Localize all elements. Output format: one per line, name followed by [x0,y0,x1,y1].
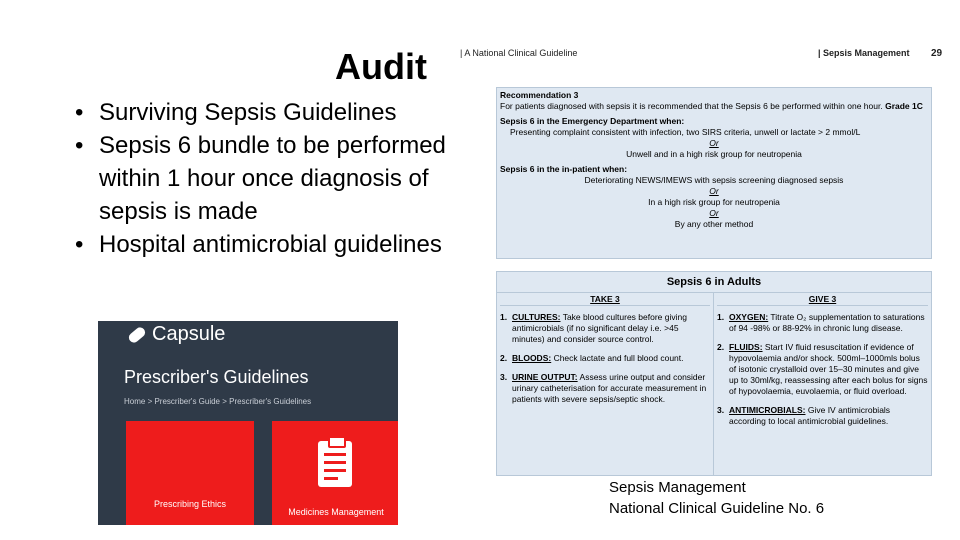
breadcrumb: Home > Prescriber's Guide > Prescriber's Guidelines [124,397,312,406]
list-item: 2. FLUIDS: Start IV fluid resuscitation if evidence of hypovolaemia and/or shock. 500ml–1000mls bolus of isotonic crystalloid over 15–30 minutes and give up to 30ml/kg, reassessing after each bolus for signs of hypovolaemia, euvolaemia, or fluid overload. [717,342,928,396]
ed-line1: Presenting complaint consistent with infection, two SIRS criteria, unwell or lactate > 2 mmol/L [510,127,861,137]
slide-title: Audit [335,46,427,87]
recommendation-box [496,87,932,259]
bullet-item: • Sepsis 6 bundle to be performed within 1 hour once diagnosis of sepsis is made [75,129,455,228]
caption-line1: Sepsis Management [609,479,746,496]
tile-medicines-management [272,421,398,525]
caption-line2: National Clinical Guideline No. 6 [609,500,825,517]
ip-title: Sepsis 6 in the in-patient when: [500,164,628,174]
give3-column [714,293,931,475]
capsule-logo-text: Capsule [152,323,226,345]
list-item: 3. URINE OUTPUT: Assess urine output and consider urinary catheterisation for accurate measurement in patients with severe sepsis/septic shock. [500,372,707,404]
ed-line2: Unwell and in a high risk group for neutropenia [626,149,802,159]
guideline-header-right: | Sepsis Management [818,48,910,58]
give3-heading: GIVE 3 [717,293,928,306]
bullet-list [75,96,455,261]
bullet-item: • Surviving Sepsis Guidelines [75,96,455,129]
bullet-item: • Hospital antimicrobial guidelines [75,228,455,261]
clipboard-icon [318,441,352,487]
ip-line2: In a high risk group for neutropenia [648,197,780,207]
ip-line3: By any other method [674,219,754,229]
ed-title: Sepsis 6 in the Emergency Department when: [500,116,685,126]
ip-line1: Deteriorating NEWS/IMEWS with sepsis screening diagnosed sepsis [584,175,844,185]
list-item: 1. CULTURES: Take blood cultures before giving antimicrobials (if no significant delay i.e. >45 minutes) and consider source control. [500,312,687,344]
guideline-page-number: 29 [931,48,943,59]
sepsis6-box [496,271,932,476]
or-text: Or [709,138,719,148]
guideline-header-left: | A National Clinical Guideline [460,48,578,58]
sepsis6-title: Sepsis 6 in Adults [497,272,931,293]
tile-prescribing-ethics [126,421,254,525]
pill-icon [127,325,147,344]
capsule-screenshot [98,321,398,525]
rec-text: For patients diagnosed with sepsis it is recommended that the Sepsis 6 be performed within one hour. [500,101,883,111]
tile-label: Prescribing Ethics [153,499,227,509]
list-item: 1. OXYGEN: Titrate O₂ supplementation to saturations of 94 -98% or 88-92% in chronic lung disease. [717,312,925,333]
rec-grade: Grade 1C [885,101,923,111]
or-text: Or [709,186,719,196]
or-text: Or [709,208,719,218]
take3-column [497,293,714,475]
capsule-heading: Prescriber's Guidelines [124,367,309,387]
rec-title: Recommendation 3 [500,90,579,100]
take3-heading: TAKE 3 [500,293,710,306]
source-caption [609,477,824,519]
list-item: 2. BLOODS: Check lactate and full blood count. [500,353,684,363]
capsule-logo [128,323,225,346]
tile-label: Medicines Management [288,507,384,517]
list-item: 3. ANTIMICROBIALS: Give IV antimicrobials according to local antimicrobial guidelines. [717,405,891,426]
rec-text-block [500,101,928,112]
